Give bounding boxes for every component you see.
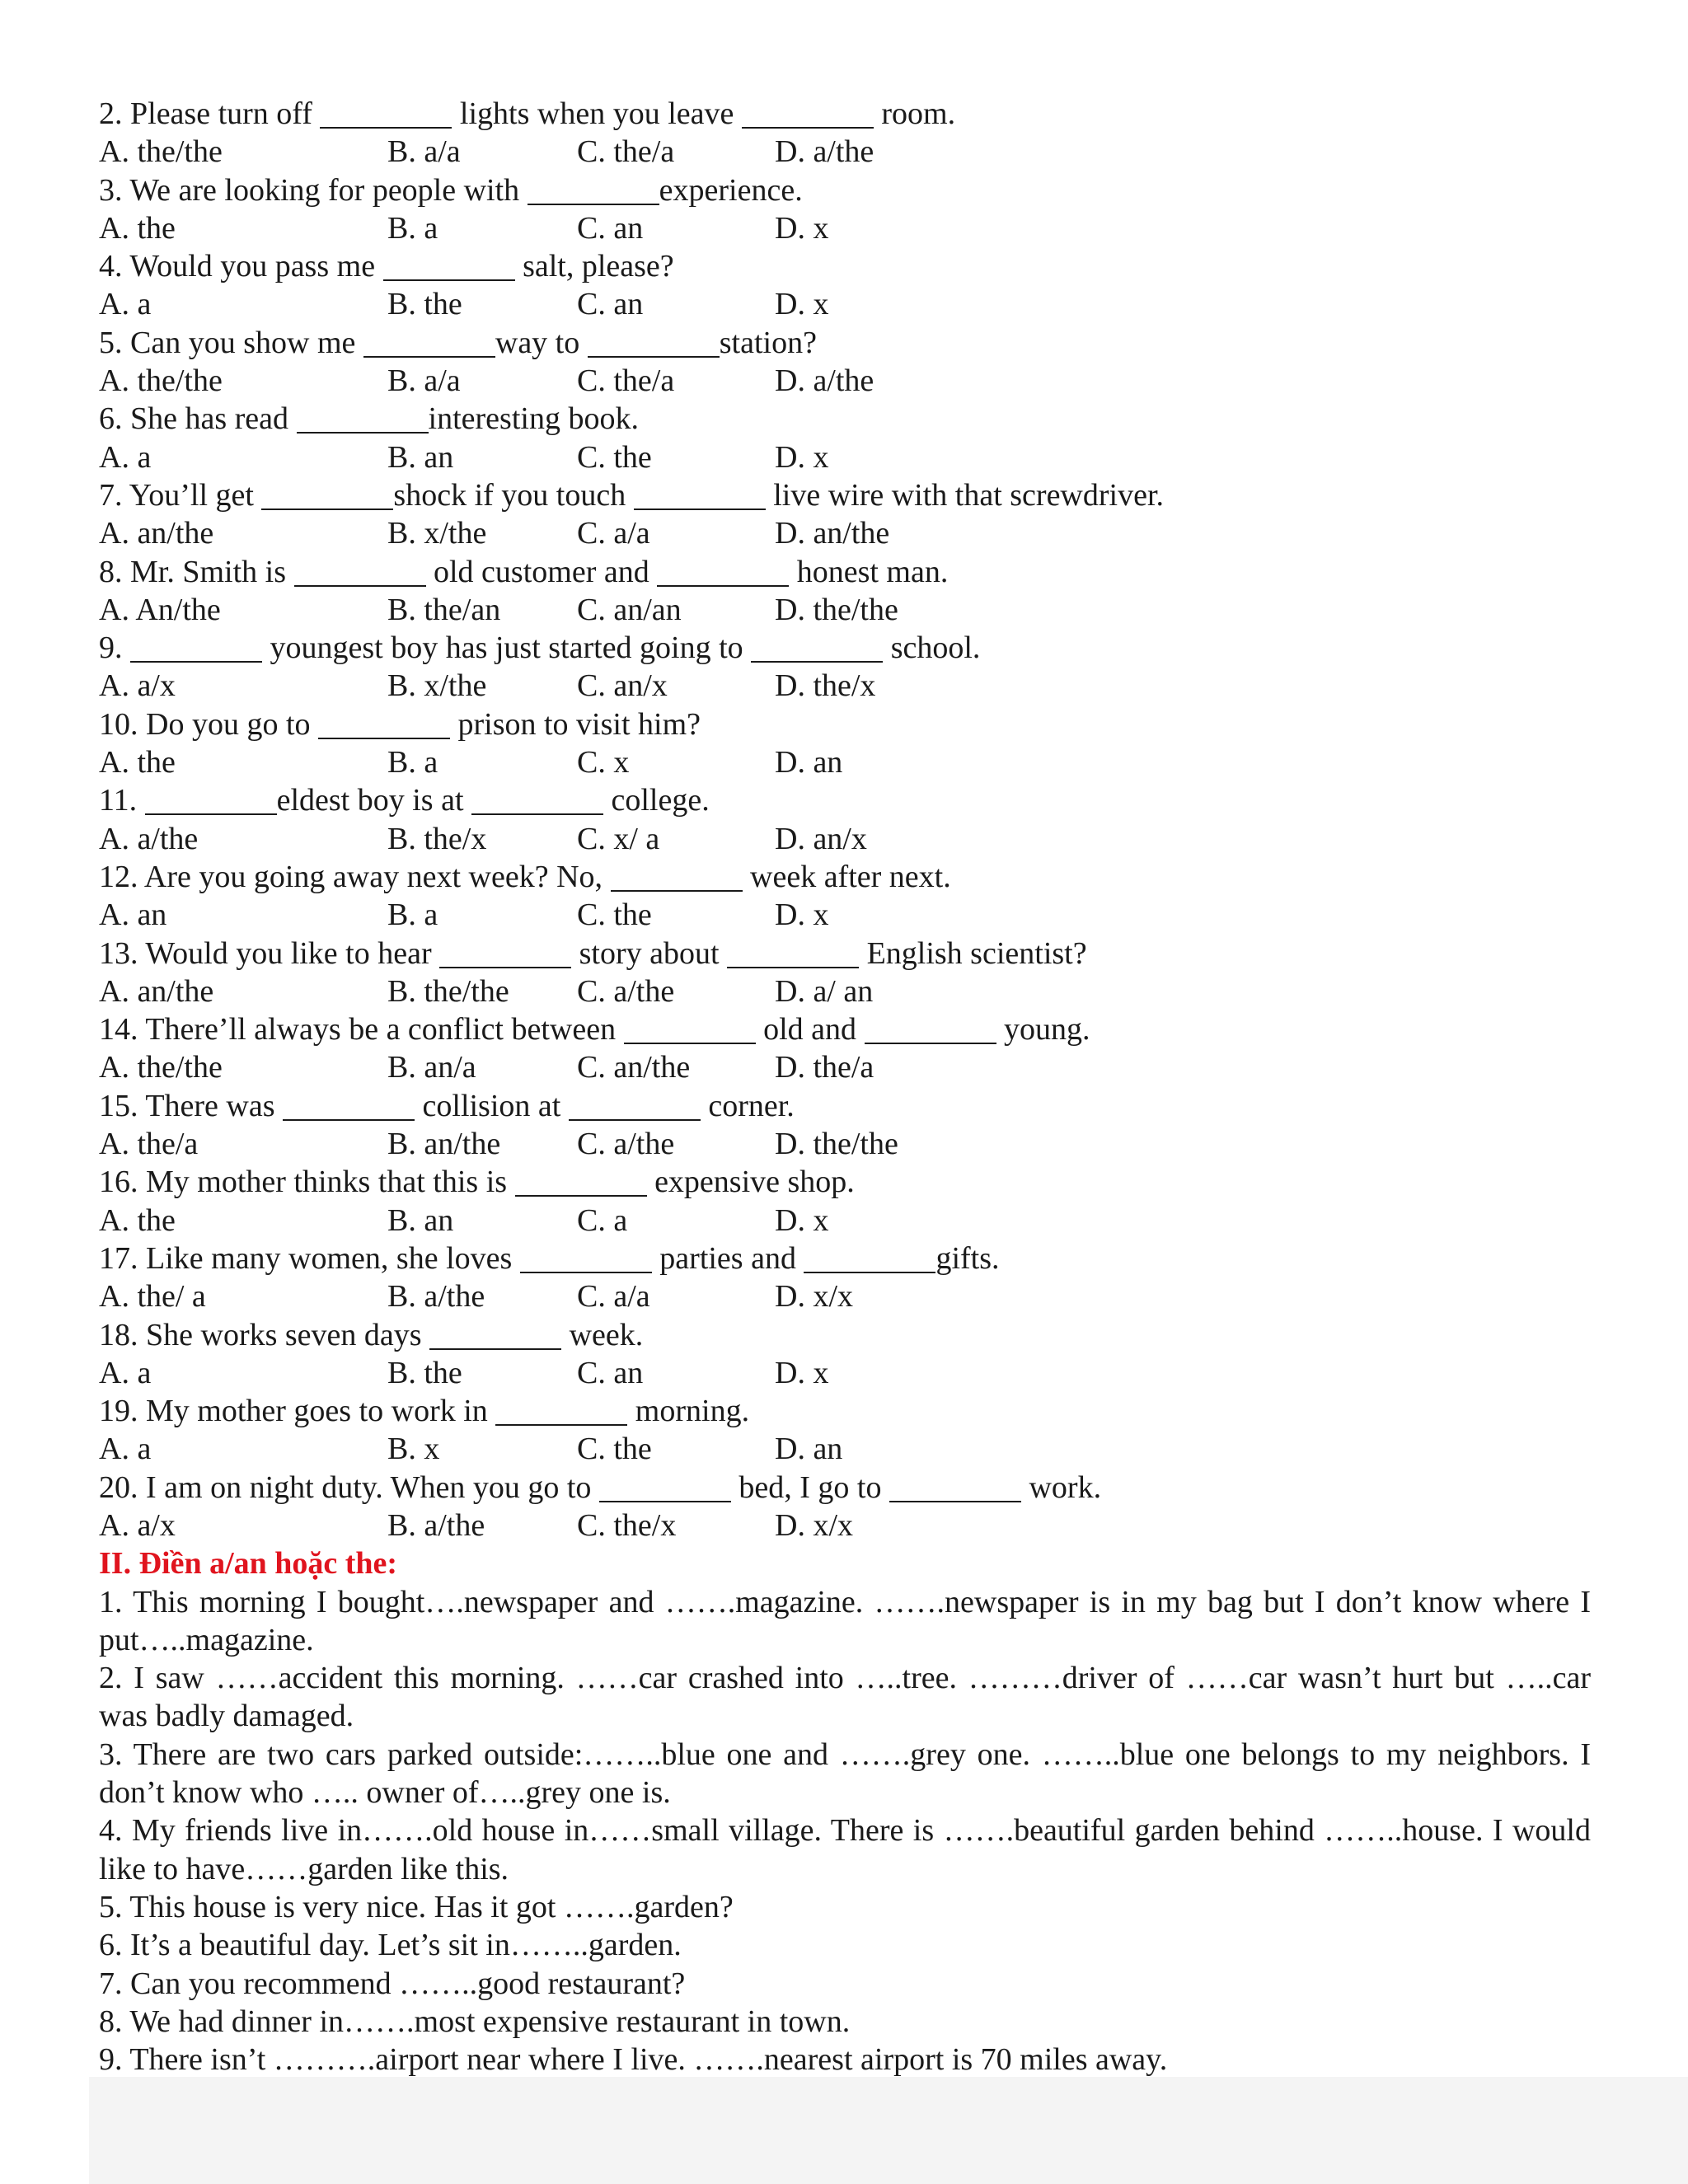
option-d: D. the/x: [775, 668, 876, 704]
question-text: prison to visit him?: [450, 706, 701, 742]
question-text: bed, I go to: [730, 1469, 889, 1505]
option-b: B. a: [387, 210, 438, 246]
option-d: D. x: [775, 210, 829, 246]
option-c: C. an/the: [577, 1050, 691, 1085]
answer-options: [99, 1507, 1591, 1544]
answer-blank: [297, 404, 429, 434]
section-heading: II. Điền a/an hoặc the:: [99, 1546, 398, 1582]
question-stem: [99, 324, 1591, 362]
answer-options: [99, 1048, 1591, 1086]
option-b: B. an/the: [387, 1127, 501, 1162]
option-b: B. a: [387, 745, 438, 780]
question-text: experience.: [659, 172, 803, 208]
option-b: B. a: [387, 898, 438, 933]
question-stem: [99, 95, 1591, 133]
question-stem: [99, 171, 1591, 209]
option-d: D. x: [775, 898, 829, 933]
answer-blank: [471, 785, 603, 815]
option-d: D. x: [775, 439, 829, 475]
fill-item: 6. It’s a beautiful day. Let’s sit in……..garden.: [99, 1928, 682, 1963]
option-a: A. a/the: [99, 821, 199, 856]
answer-options: [99, 743, 1591, 781]
question-stem: [99, 553, 1591, 591]
question-text: 13. Would you like to hear: [99, 935, 440, 971]
option-a: A. the/ a: [99, 1279, 206, 1315]
question-text: collision at: [415, 1088, 569, 1123]
question-text: week after next.: [742, 859, 951, 894]
question-text: 16. My mother thinks that this is: [99, 1165, 515, 1200]
question-stem: [99, 1392, 1591, 1430]
option-d: D. a/the: [775, 363, 874, 399]
question-text: 3. We are looking for people with: [99, 172, 528, 208]
question-text: salt, please?: [514, 249, 674, 284]
option-b: B. the/x: [387, 821, 487, 856]
option-c: C. an: [577, 1355, 644, 1390]
multiple-choice-section: [99, 95, 1591, 1544]
question-stem: [99, 1010, 1591, 1048]
answer-blank: [804, 1244, 935, 1273]
question-stem: [99, 858, 1591, 896]
question-text: 20. I am on night duty. When you go to: [99, 1469, 599, 1505]
question-text: 5. Can you show me: [99, 325, 363, 360]
option-a: A. the/the: [99, 134, 223, 170]
option-a: A. a/x: [99, 668, 176, 704]
answer-blank: [130, 633, 262, 663]
answer-options: [99, 667, 1591, 705]
question-text: old and: [755, 1012, 865, 1047]
option-a: A. an/the: [99, 973, 214, 1009]
question-text: room.: [873, 96, 956, 131]
question-text: English scientist?: [859, 935, 1087, 971]
answer-options: [99, 133, 1591, 171]
option-c: C. the/a: [577, 134, 675, 170]
option-d: D. x: [775, 287, 829, 322]
question-text: live wire with that screwdriver.: [765, 477, 1165, 513]
option-c: C. a/a: [577, 1279, 650, 1315]
option-c: C. x: [577, 745, 630, 780]
question-text: 2. Please turn off: [99, 96, 321, 131]
option-c: C. the: [577, 1432, 652, 1467]
option-d: D. x: [775, 1202, 829, 1238]
question-text: interesting book.: [428, 401, 639, 437]
question-text: young.: [996, 1012, 1090, 1047]
option-b: B. the/the: [387, 973, 509, 1009]
option-a: A. An/the: [99, 592, 221, 627]
answer-blank: [624, 1015, 756, 1044]
question-text: 8. Mr. Smith is: [99, 554, 294, 589]
answer-blank: [528, 176, 659, 205]
option-a: A. the/a: [99, 1127, 199, 1162]
option-d: D. the/a: [775, 1050, 874, 1085]
question-stem: [99, 705, 1591, 743]
question-text: work.: [1020, 1469, 1102, 1505]
fill-in-section: [99, 1583, 1591, 2079]
question-stem: [99, 247, 1591, 285]
answer-options: [99, 362, 1591, 400]
option-d: D. a/ an: [775, 973, 874, 1009]
question-text: week.: [561, 1317, 644, 1352]
fill-item: 3. There are two cars parked outside:……..blue one and …….grey one. ……..blue one belongs to my neighbors. I don’t know who ….. owner of…..grey one is.: [99, 1736, 1591, 1811]
question-text: 14. There’ll always be a conflict between: [99, 1012, 624, 1047]
question-text: 12. Are you going away next week? No,: [99, 859, 611, 894]
option-b: B. the/an: [387, 592, 501, 627]
answer-blank: [439, 939, 571, 968]
answer-options: [99, 972, 1591, 1010]
question-text: 11.: [99, 783, 145, 818]
question-text: way to: [495, 325, 588, 360]
question-text: 17. Like many women, she loves: [99, 1240, 520, 1276]
answer-blank: [318, 710, 450, 739]
option-c: C. x/ a: [577, 821, 660, 856]
fill-item: 8. We had dinner in…….most expensive restaurant in town.: [99, 2004, 851, 2039]
question-text: 7. You’ll get: [99, 477, 262, 513]
answer-blank: [383, 251, 515, 281]
answer-blank: [363, 328, 495, 358]
answer-options: [99, 1125, 1591, 1163]
option-b: B. x/the: [387, 516, 487, 551]
option-a: A. the/the: [99, 363, 223, 399]
answer-options: [99, 514, 1591, 552]
option-b: B. a/the: [387, 1507, 485, 1543]
answer-blank: [320, 99, 452, 129]
option-c: C. the: [577, 439, 652, 475]
option-b: B. an: [387, 439, 454, 475]
option-b: B. a/the: [387, 1279, 485, 1315]
option-c: C. an: [577, 287, 644, 322]
option-c: C. a: [577, 1202, 628, 1238]
worksheet-page: [99, 95, 1591, 2079]
answer-blank: [429, 1320, 561, 1350]
question-text: 15. There was: [99, 1088, 284, 1123]
answer-blank: [569, 1091, 701, 1121]
question-text: 18. She works seven days: [99, 1317, 430, 1352]
question-text: 6. She has read: [99, 401, 297, 437]
answer-blank: [611, 862, 743, 892]
answer-options: [99, 820, 1591, 858]
answer-options: [99, 209, 1591, 247]
question-text: 4. Would you pass me: [99, 249, 383, 284]
question-stem: [99, 476, 1591, 514]
option-b: B. the: [387, 287, 462, 322]
option-d: D. x: [775, 1355, 829, 1390]
option-c: C. an: [577, 210, 644, 246]
option-a: A. the: [99, 745, 176, 780]
question-stem: [99, 1087, 1591, 1125]
option-a: A. an: [99, 898, 167, 933]
question-text: corner.: [700, 1088, 795, 1123]
question-text: old customer and: [425, 554, 658, 589]
option-d: D. an: [775, 1432, 843, 1467]
question-text: school.: [883, 630, 981, 666]
answer-options: [99, 1202, 1591, 1240]
fill-item: 1. This morning I bought….newspaper and …….magazine. …….newspaper is in my bag but I don’t know where I put…..magazine.: [99, 1584, 1591, 1657]
option-c: C. an/x: [577, 668, 668, 704]
option-a: A. a: [99, 1355, 152, 1390]
answer-options: [99, 1354, 1591, 1392]
fill-item: 9. There isn’t ……….airport near where I live. …….nearest airport is 70 miles away.: [99, 2042, 1168, 2078]
option-c: C. a/a: [577, 516, 650, 551]
option-a: A. a: [99, 1432, 152, 1467]
question-text: 9.: [99, 630, 130, 666]
question-text: parties and: [651, 1240, 804, 1276]
option-c: C. a/the: [577, 1127, 675, 1162]
question-text: honest man.: [789, 554, 949, 589]
answer-options: [99, 896, 1591, 934]
answer-blank: [657, 557, 789, 587]
question-text: shock if you touch: [393, 477, 634, 513]
option-c: C. a/the: [577, 973, 675, 1009]
question-text: story about: [571, 935, 728, 971]
question-text: 10. Do you go to: [99, 706, 318, 742]
option-d: D. an: [775, 745, 843, 780]
option-a: A. a: [99, 287, 152, 322]
question-text: eldest boy is at: [276, 783, 471, 818]
answer-blank: [634, 480, 766, 510]
option-c: C. the: [577, 898, 652, 933]
answer-blank: [515, 1167, 647, 1197]
fill-item: 7. Can you recommend ……..good restaurant?: [99, 1966, 686, 2001]
fill-item: 2. I saw ……accident this morning. ……car crashed into …..tree. ………driver of ……car wasn’t hurt but …..car was badly damaged.: [99, 1661, 1591, 1734]
question-text: expensive shop.: [646, 1165, 855, 1200]
question-text: gifts.: [935, 1240, 1000, 1276]
question-text: lights when you leave: [452, 96, 742, 131]
option-a: A. a/x: [99, 1507, 176, 1543]
question-stem: [99, 629, 1591, 667]
question-text: youngest boy has just started going to: [262, 630, 752, 666]
answer-options: [99, 1430, 1591, 1468]
answer-blank: [588, 328, 720, 358]
question-stem: [99, 1240, 1591, 1277]
answer-blank: [520, 1244, 652, 1273]
answer-options: [99, 285, 1591, 323]
option-d: D. the/the: [775, 1127, 898, 1162]
page-shadow: [89, 2077, 1688, 2184]
option-d: D. x/x: [775, 1279, 853, 1315]
option-b: B. an/a: [387, 1050, 476, 1085]
answer-blank: [742, 99, 874, 129]
option-b: B. a/a: [387, 363, 461, 399]
answer-blank: [495, 1396, 627, 1426]
answer-blank: [751, 633, 883, 663]
option-c: C. the/a: [577, 363, 675, 399]
answer-blank: [145, 785, 277, 815]
option-d: D. an/the: [775, 516, 890, 551]
option-a: A. the/the: [99, 1050, 223, 1085]
option-b: B. x: [387, 1432, 440, 1467]
answer-blank: [283, 1091, 415, 1121]
answer-options: [99, 438, 1591, 476]
fill-item: 5. This house is very nice. Has it got …….garden?: [99, 1889, 734, 1924]
answer-blank: [294, 557, 426, 587]
question-stem: [99, 1469, 1591, 1507]
question-stem: [99, 1163, 1591, 1201]
option-a: A. a: [99, 439, 152, 475]
question-stem: [99, 935, 1591, 972]
option-a: A. the: [99, 1202, 176, 1238]
question-text: 19. My mother goes to work in: [99, 1394, 496, 1429]
option-a: A. an/the: [99, 516, 214, 551]
option-b: B. the: [387, 1355, 462, 1390]
option-b: B. an: [387, 1202, 454, 1238]
option-b: B. a/a: [387, 134, 461, 170]
option-c: C. an/an: [577, 592, 682, 627]
option-d: D. a/the: [775, 134, 874, 170]
answer-blank: [727, 939, 859, 968]
question-stem: [99, 400, 1591, 438]
answer-blank: [889, 1473, 1021, 1502]
option-d: D. x/x: [775, 1507, 853, 1543]
question-stem: [99, 781, 1591, 819]
answer-options: [99, 591, 1591, 629]
option-d: D. the/the: [775, 592, 898, 627]
question-text: station?: [719, 325, 817, 360]
option-d: D. an/x: [775, 821, 867, 856]
answer-blank: [865, 1015, 996, 1044]
option-c: C. the/x: [577, 1507, 677, 1543]
question-text: college.: [603, 783, 710, 818]
answer-blank: [261, 480, 393, 510]
answer-options: [99, 1277, 1591, 1315]
question-text: morning.: [627, 1394, 750, 1429]
fill-item: 4. My friends live in…….old house in……small village. There is …….beautiful garden behind ……..house. I would like to have……garden like this.: [99, 1813, 1591, 1886]
option-a: A. the: [99, 210, 176, 246]
question-stem: [99, 1316, 1591, 1354]
answer-blank: [599, 1473, 731, 1502]
option-b: B. x/the: [387, 668, 487, 704]
